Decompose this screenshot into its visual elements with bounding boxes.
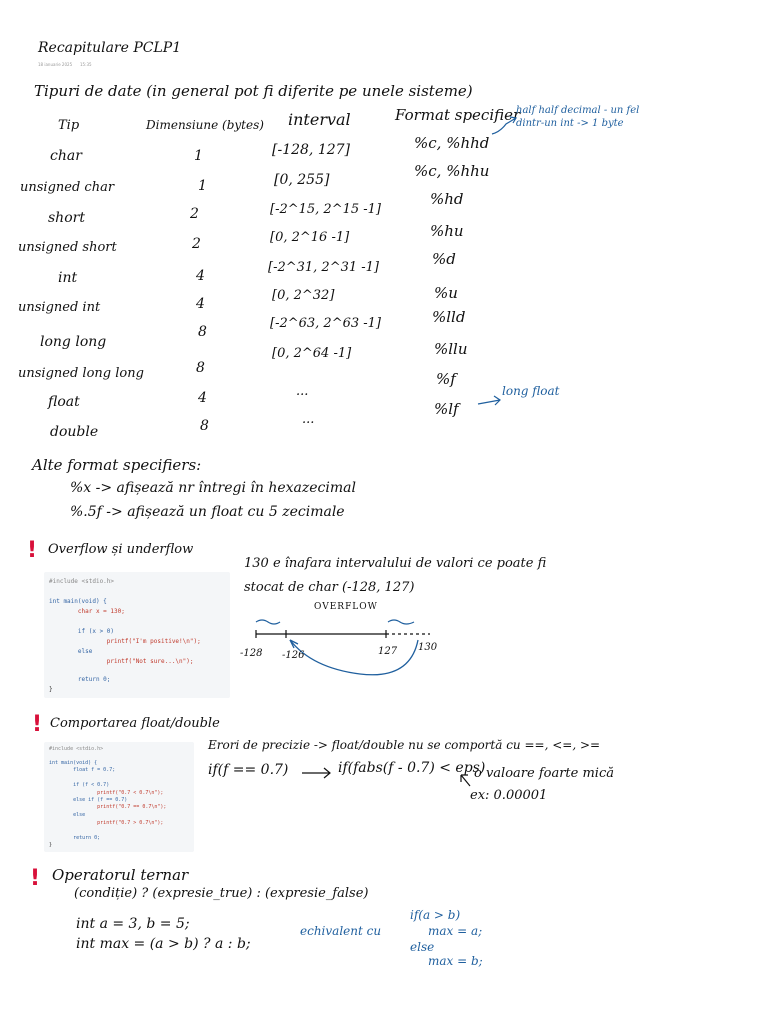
ternary-eq1: if(a > b) bbox=[410, 908, 461, 922]
overflow-number-line bbox=[250, 614, 480, 682]
float-note4: ex: 0.00001 bbox=[470, 788, 548, 803]
code-line: int main(void) { bbox=[49, 598, 107, 605]
row-tip: char bbox=[50, 148, 82, 164]
overflow-heading: Overflow și underflow bbox=[48, 542, 194, 557]
float-note2-left: if(f == 0.7) bbox=[208, 762, 289, 778]
row-tip: long long bbox=[40, 334, 107, 350]
code-line: return 0; bbox=[49, 676, 111, 683]
row-format: %u bbox=[434, 284, 458, 302]
alert-icon: ! bbox=[30, 866, 41, 891]
code-line: else if (f == 0.7) bbox=[49, 797, 128, 803]
row-format: %hu bbox=[430, 222, 464, 240]
note-long-float: long float bbox=[502, 384, 560, 398]
row-interval: [-2^63, 2^63 -1] bbox=[270, 316, 382, 331]
code-line: int main(void) { bbox=[49, 760, 98, 766]
note-hhd: half half decimal - un fel dintr-un int -> 1 byte bbox=[516, 105, 640, 129]
code-line: printf("Not sure...\n"); bbox=[49, 658, 194, 665]
col-tip-header: Tip bbox=[58, 118, 80, 133]
code-line: if (x > 0) bbox=[49, 628, 115, 635]
row-dim: 8 bbox=[196, 360, 205, 376]
ternary-line1: int a = 3, b = 5; bbox=[76, 916, 190, 932]
float-heading: Comportarea float/double bbox=[50, 716, 220, 731]
page-title: Recapitulare PCLP1 bbox=[38, 40, 182, 56]
row-dim: 4 bbox=[198, 390, 207, 406]
ternary-line2: int max = (a > b) ? a : b; bbox=[76, 936, 251, 952]
row-tip: unsigned long long bbox=[18, 366, 144, 381]
row-format: %llu bbox=[434, 340, 468, 358]
types-heading: Tipuri de date (in general pot fi diferite pe unele sisteme) bbox=[34, 82, 473, 100]
row-dim: 2 bbox=[192, 236, 201, 252]
overflow-diagram-label: OVERFLOW bbox=[314, 602, 378, 612]
page-time: 15:35 bbox=[80, 62, 92, 67]
alert-icon: ! bbox=[32, 712, 43, 737]
tick-label: 127 bbox=[378, 646, 398, 657]
float-note-arrow bbox=[300, 766, 334, 780]
alert-icon: ! bbox=[27, 538, 38, 563]
row-format: %c, %hhd bbox=[414, 134, 490, 152]
row-interval: [0, 2^32] bbox=[272, 288, 335, 303]
tick-label: -126 bbox=[282, 650, 305, 661]
code-line: float f = 0.7; bbox=[49, 767, 116, 773]
row-tip: short bbox=[48, 210, 85, 226]
code-line: } bbox=[49, 686, 53, 693]
code-line: } bbox=[49, 842, 53, 848]
other-format-line1: %x -> afișează nr întregi în hexazecimal bbox=[70, 480, 356, 496]
row-tip: unsigned short bbox=[18, 240, 117, 255]
row-format: %f bbox=[436, 370, 456, 388]
other-format-line2: %.5f -> afișează un float cu 5 zecimale bbox=[70, 504, 345, 520]
code-line: printf("I'm positive!\n"); bbox=[49, 638, 201, 645]
code-line: return 0; bbox=[49, 835, 101, 841]
row-interval: [0, 2^64 -1] bbox=[272, 346, 352, 361]
row-tip: unsigned char bbox=[20, 180, 115, 195]
row-format: %c, %hhu bbox=[414, 162, 490, 180]
note-lf-arrow bbox=[476, 394, 504, 410]
code-line: printf("0.7 == 0.7\n"); bbox=[49, 804, 167, 810]
code-line: #include <stdio.h> bbox=[49, 746, 104, 752]
row-interval: [-2^15, 2^15 -1] bbox=[270, 202, 382, 217]
code-line: printf("0.7 > 0.7\n"); bbox=[49, 820, 164, 826]
row-format: %lld bbox=[432, 308, 466, 326]
row-dim: 4 bbox=[196, 268, 205, 284]
row-tip: int bbox=[58, 270, 78, 286]
col-dim-header: Dimensiune (bytes) bbox=[146, 118, 264, 132]
page-date: 18 ianuarie 2025 bbox=[38, 62, 73, 67]
col-interval-header: interval bbox=[288, 110, 351, 129]
code-line: if (f < 0.7) bbox=[49, 782, 110, 788]
row-format: %hd bbox=[430, 190, 464, 208]
row-tip: double bbox=[50, 424, 99, 440]
overflow-note-line1: 130 e înafara intervalului de valori ce poate fi bbox=[244, 556, 547, 571]
ternary-eq4: max = b; bbox=[428, 954, 483, 968]
ternary-eq3: else bbox=[410, 940, 435, 954]
tick-label: -128 bbox=[240, 648, 263, 659]
tick-label: 130 bbox=[418, 642, 438, 653]
overflow-note-line2: stocat de char (-128, 127) bbox=[244, 580, 415, 595]
row-interval: [-128, 127] bbox=[272, 142, 350, 158]
row-tip: float bbox=[48, 394, 80, 410]
overflow-code-block bbox=[44, 572, 230, 698]
float-note3: o valoare foarte mică bbox=[474, 766, 614, 781]
other-format-heading: Alte format specifiers: bbox=[32, 456, 202, 474]
row-interval: [0, 2^16 -1] bbox=[270, 230, 350, 245]
row-dim: 1 bbox=[194, 148, 203, 164]
row-interval: ... bbox=[296, 384, 309, 399]
row-dim: 2 bbox=[190, 206, 199, 222]
row-dim: 8 bbox=[200, 418, 209, 434]
row-tip: unsigned int bbox=[18, 300, 101, 315]
row-interval: ... bbox=[302, 412, 315, 427]
ternary-heading: Operatorul ternar bbox=[52, 866, 189, 884]
code-line: printf("0.7 < 0.7\n"); bbox=[49, 790, 164, 796]
col-format-header: Format specifier bbox=[395, 106, 521, 124]
float-note1: Erori de precizie -> float/double nu se comportă cu ==, <=, >= bbox=[208, 738, 601, 752]
row-format: %lf bbox=[434, 400, 459, 418]
row-format: %d bbox=[432, 250, 456, 268]
code-line: else bbox=[49, 648, 93, 655]
row-interval: [-2^31, 2^31 -1] bbox=[268, 260, 380, 275]
code-line: char x = 130; bbox=[49, 608, 125, 615]
float-code-block bbox=[44, 742, 194, 852]
ternary-eq2: max = a; bbox=[428, 924, 483, 938]
row-interval: [0, 255] bbox=[274, 172, 330, 188]
ternary-syntax: (condiție) ? (expresie_true) : (expresie_false) bbox=[74, 886, 369, 901]
code-line: else bbox=[49, 812, 86, 818]
ternary-equiv: echivalent cu bbox=[300, 924, 382, 938]
row-dim: 1 bbox=[198, 178, 207, 194]
row-dim: 4 bbox=[196, 296, 205, 312]
float-note2-right: if(fabs(f - 0.7) < eps) bbox=[338, 760, 486, 776]
row-dim: 8 bbox=[198, 324, 207, 340]
code-line: #include <stdio.h> bbox=[49, 578, 115, 585]
